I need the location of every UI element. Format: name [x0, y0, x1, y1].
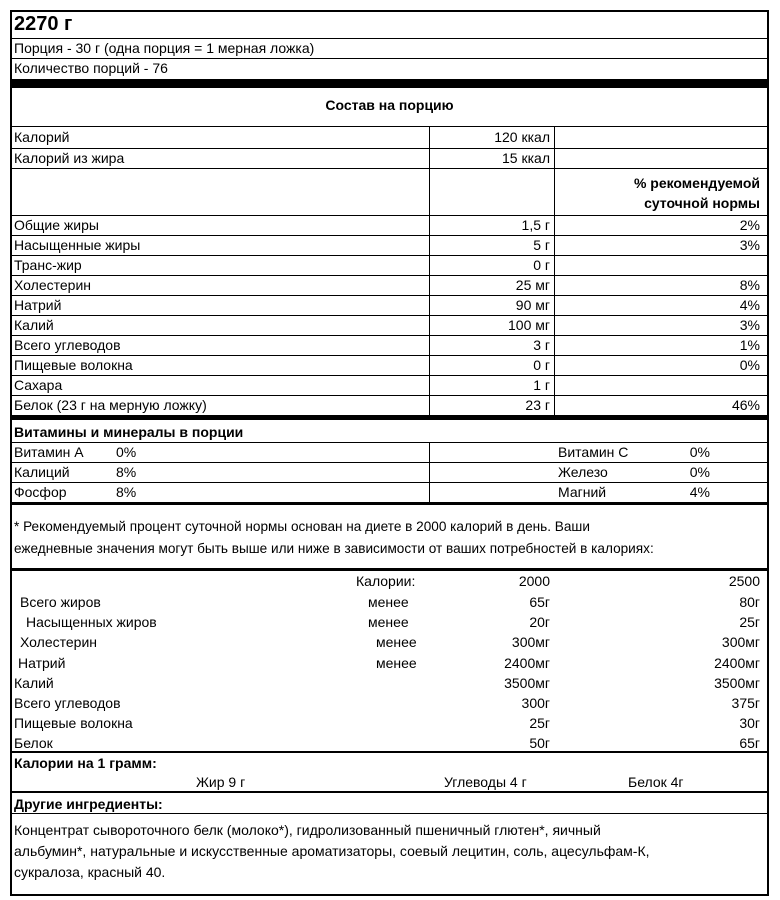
daily-value-header: % рекомендуемой — [633, 175, 760, 191]
reference-value-2500: 25г — [739, 614, 760, 630]
nutrient-daily-value: 2% — [739, 217, 760, 233]
reference-value-2000: 300мг — [511, 634, 550, 650]
daily-value-header: суточной нормы — [644, 195, 760, 211]
calories-per-gram-title: Калории на 1 грамм: — [14, 755, 157, 771]
vitamins-title: Витамины и минералы в порции — [14, 424, 244, 440]
reference-value-2500: 375г — [731, 695, 760, 711]
reference-label: Всего углеводов — [14, 695, 121, 711]
reference-label: Пищевые волокна — [14, 715, 133, 731]
serving-size: Порция - 30 г (одна порция = 1 мерная ложка) — [14, 40, 315, 56]
reference-value-2500: 3500мг — [714, 675, 760, 691]
reference-value-2000: 20г — [529, 614, 550, 630]
nutrient-label: Калий — [14, 317, 54, 333]
reference-label: Холестерин — [20, 634, 97, 650]
reference-qualifier: менее — [376, 655, 417, 671]
reference-value-2500: 30г — [739, 715, 760, 731]
reference-calories-label: Калории: — [356, 573, 416, 589]
footnote-text: * Рекомендуемый процент суточной нормы основан на диете в 2000 калорий в день. Ваши — [14, 519, 590, 534]
ingredients-title: Другие ингредиенты: — [14, 796, 163, 812]
reference-value-2000: 50г — [529, 735, 550, 751]
reference-label: Всего жиров — [20, 594, 101, 610]
vitamin-name: Витамин C — [558, 444, 629, 460]
fat-calories-label: Калорий из жира — [14, 150, 125, 166]
nutrient-label: Пищевые волокна — [14, 357, 133, 373]
reference-label: Белок — [14, 735, 53, 751]
vitamin-name: Фосфор — [14, 484, 67, 500]
nutrient-daily-value: 46% — [731, 397, 760, 413]
nutrient-amount: 1 г — [533, 377, 550, 393]
nutrient-label: Насыщенные жиры — [14, 237, 141, 253]
reference-value-2000: 2400мг — [504, 655, 550, 671]
divider — [10, 813, 769, 814]
reference-value-2500: 65г — [739, 735, 760, 751]
nutrient-amount: 90 мг — [515, 297, 550, 313]
reference-value-2500: 2400мг — [714, 655, 760, 671]
nutrient-amount: 25 мг — [515, 277, 550, 293]
vitamin-value: 0% — [116, 444, 137, 460]
reference-value-2000: 25г — [529, 715, 550, 731]
column-divider — [429, 443, 430, 502]
nutrient-amount: 3 г — [533, 337, 550, 353]
reference-column-2000: 2000 — [518, 573, 550, 589]
composition-title: Состав на порцию — [325, 97, 454, 113]
nutrient-amount: 0 г — [533, 357, 550, 373]
nutrient-amount: 0 г — [533, 257, 550, 273]
nutrient-daily-value: 8% — [739, 277, 760, 293]
vitamin-name: Железо — [558, 464, 608, 480]
vitamin-name: Витамин A — [14, 444, 84, 460]
protein-calories-per-gram: Белок 4г — [628, 774, 684, 790]
nutrient-amount: 5 г — [533, 237, 550, 253]
thick-divider — [10, 415, 769, 420]
nutrient-daily-value: 3% — [739, 237, 760, 253]
reference-label: Натрий — [18, 655, 66, 671]
nutrient-label: Натрий — [14, 297, 62, 313]
nutrient-amount: 100 мг — [508, 317, 550, 333]
vitamin-value: 0% — [689, 464, 710, 480]
vitamin-name: Магний — [558, 484, 607, 500]
fat-calories-value: 15 ккал — [502, 150, 550, 166]
nutrient-label: Белок (23 г на мерную ложку) — [14, 397, 207, 413]
footnote-text: ежедневные значения могут быть выше или ниже в зависимости от ваших потребностей в калориях: — [14, 541, 654, 556]
nutrient-label: Холестерин — [14, 277, 91, 293]
nutrient-amount: 1,5 г — [521, 217, 550, 233]
reference-value-2000: 65г — [529, 594, 550, 610]
thick-divider — [10, 79, 769, 88]
nutrient-label: Общие жиры — [14, 217, 99, 233]
thick-divider — [10, 568, 769, 571]
vitamin-value: 4% — [689, 484, 710, 500]
reference-value-2000: 3500мг — [504, 675, 550, 691]
reference-column-2500: 2500 — [728, 573, 760, 589]
vitamin-value: 8% — [116, 484, 137, 500]
fat-calories-per-gram: Жир 9 г — [196, 774, 246, 790]
reference-value-2500: 300мг — [721, 634, 760, 650]
ingredients-text: сукралоза, красный 40. — [14, 864, 166, 880]
divider — [10, 168, 769, 169]
nutrient-label: Всего углеводов — [14, 337, 121, 353]
divider — [10, 255, 769, 256]
divider — [10, 791, 769, 793]
package-weight: 2270 г — [14, 13, 73, 35]
nutrient-daily-value: 4% — [739, 297, 760, 313]
thick-divider — [10, 502, 769, 505]
vitamin-name: Калиций — [14, 464, 70, 480]
calories-label: Калорий — [14, 129, 70, 145]
nutrient-daily-value: 1% — [739, 337, 760, 353]
vitamin-value: 8% — [116, 464, 137, 480]
carbs-calories-per-gram: Углеводы 4 г — [444, 774, 527, 790]
ingredients-text: Концентрат сывороточного белк (молоко*), гидролизованный пшеничный глютен*, яичный — [14, 822, 601, 838]
nutrient-label: Сахара — [14, 377, 63, 393]
reference-value-2500: 80г — [739, 594, 760, 610]
nutrient-label: Транс-жир — [14, 257, 82, 273]
nutrient-daily-value: 0% — [739, 357, 760, 373]
reference-qualifier: менее — [368, 614, 409, 630]
nutrient-daily-value: 3% — [739, 317, 760, 333]
reference-label: Калий — [14, 675, 54, 691]
ingredients-text: альбумин*, натуральные и искусственные ароматизаторы, соевый лецитин, соль, ацесульфам-К, — [14, 843, 650, 859]
reference-label: Насыщенных жиров — [26, 614, 157, 630]
nutrient-amount: 23 г — [525, 397, 550, 413]
divider — [10, 126, 769, 127]
reference-qualifier: менее — [368, 594, 409, 610]
reference-value-2000: 300г — [521, 695, 550, 711]
vitamin-value: 0% — [689, 444, 710, 460]
calories-value: 120 ккал — [494, 129, 550, 145]
servings-count: Количество порций - 76 — [14, 60, 168, 76]
divider — [10, 375, 769, 376]
reference-qualifier: менее — [376, 634, 417, 650]
